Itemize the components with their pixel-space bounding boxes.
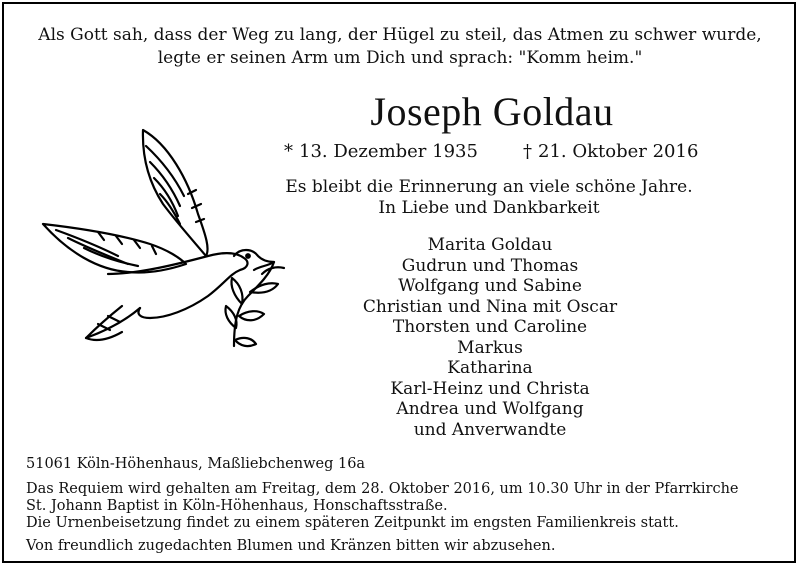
death-date-text: 21. Oktober 2016: [538, 141, 699, 162]
mourning-address: 51061 Köln-Höhenhaus, Maßliebchenweg 16a: [26, 456, 366, 472]
death-date: [523, 141, 698, 163]
dove-with-olive-branch-icon: [38, 124, 288, 356]
verse-line-2: legte er seinen Arm um Dich und sprach: "Komm heim.": [157, 48, 643, 68]
birth-date: [284, 141, 478, 163]
memory-text: [272, 177, 706, 219]
urn-burial-note: Die Urnenbeisetzung findet zu einem späteren Zeitpunkt im engsten Familienkreis statt.: [26, 515, 679, 531]
birth-symbol: *: [284, 141, 293, 162]
verse-line-1: Als Gott sah, dass der Weg zu lang, der Hügel zu steil, das Atmen zu schwer wurde,: [38, 25, 762, 45]
mourner: Wolfgang und Sabine: [398, 276, 582, 296]
opening-verse: [0, 24, 800, 70]
mourner: Andrea und Wolfgang: [396, 399, 584, 419]
requiem-line-2: St. Johann Baptist in Köln-Höhenhaus, Honschaftsstraße.: [26, 498, 448, 514]
mourner: Christian und Nina mit Oscar: [362, 296, 618, 317]
mourner: Markus: [457, 337, 523, 358]
mourners-list: [290, 235, 690, 440]
memory-line-1: Es bleibt die Erinnerung an viele schöne Jahre.: [285, 177, 693, 197]
memory-line-2: In Liebe und Dankbarkeit: [378, 198, 600, 218]
mourner: Katharina: [447, 358, 533, 378]
mourner: Thorsten und Caroline: [392, 317, 588, 337]
flowers-note: Von freundlich zugedachten Blumen und Kränzen bitten wir abzusehen.: [26, 538, 556, 554]
deceased-name: Joseph Goldau: [370, 89, 614, 134]
requiem-line-1: Das Requiem wird gehalten am Freitag, dem 28. Oktober 2016, um 10.30 Uhr in der Pfarrkirche: [26, 481, 739, 497]
mourner: Marita Goldau: [427, 235, 553, 255]
mourner: Gudrun und Thomas: [401, 255, 579, 276]
footer-info: [26, 456, 786, 555]
death-symbol: †: [523, 141, 532, 162]
mourner: Karl-Heinz und Christa: [390, 378, 590, 399]
mourner: und Anverwandte: [413, 419, 567, 440]
birth-date-text: 13. Dezember 1935: [299, 141, 478, 162]
